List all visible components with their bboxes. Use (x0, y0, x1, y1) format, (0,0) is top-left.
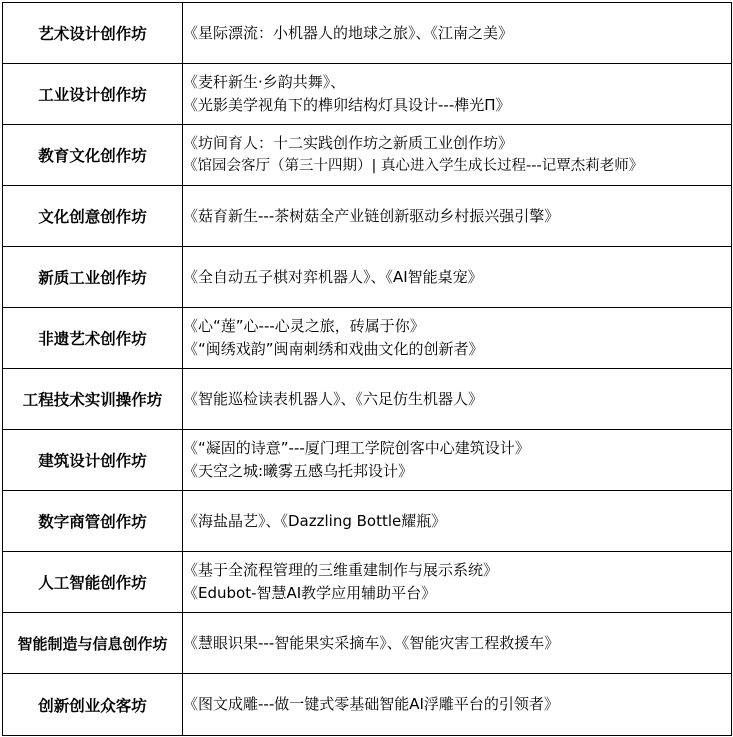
table-row (3, 491, 732, 552)
project-line: 《全自动五子棋对弈机器人》、《AI智能桌宠》 (183, 267, 483, 286)
workshop-name: 创新创业众客坊 (3, 674, 183, 736)
project-cell (183, 64, 732, 125)
project-cell (183, 308, 732, 369)
table-row (3, 613, 732, 674)
table-row (3, 369, 732, 430)
project-line: 《光影美学视角下的榫卯结构灯具设计---榫光Π》 (183, 96, 511, 114)
project-line: 《海盐晶艺》、《Dazzling Bottle耀瓶》 (183, 511, 447, 530)
project-cell (183, 125, 732, 186)
project-line: 《馆园会客厅（第三十四期）| 真心进入学生成长过程---记覃杰莉老师》 (183, 158, 644, 174)
project-line: 《心“莲”心---心灵之旅，砖属于你》 (183, 317, 425, 335)
table-row (3, 247, 732, 308)
workshop-name: 智能制造与信息创作坊 (3, 613, 183, 674)
project-cell (183, 613, 732, 674)
project-cell (183, 369, 732, 430)
table-row (3, 64, 732, 125)
workshop-name: 文化创意创作坊 (3, 186, 183, 247)
workshop-projects-table (2, 2, 732, 736)
project-line: 《星际漂流：小机器人的地球之旅》、《江南之美》 (183, 23, 514, 42)
project-line: 《图文成雕---做一键式零基础智能AI浮雕平台的引领者》 (183, 695, 559, 713)
workshop-name: 新质工业创作坊 (3, 247, 183, 308)
workshop-name: 数字商管创作坊 (3, 491, 183, 552)
table-row (3, 186, 732, 247)
table-row (3, 3, 732, 64)
table-row (3, 430, 732, 491)
project-line: 《“闽绣戏韵”闽南刺绣和戏曲文化的创新者》 (183, 340, 484, 358)
workshop-name: 工程技术实训操作坊 (3, 369, 183, 430)
workshop-name: 非遗艺术创作坊 (3, 308, 183, 369)
workshop-name: 艺术设计创作坊 (3, 3, 183, 64)
project-cell (183, 3, 732, 64)
project-line: 《麦秆新生·乡韵共舞》、 (183, 73, 346, 91)
project-line: 《智能巡检读表机器人》、《六足仿生机器人》 (183, 389, 484, 408)
project-line: 《菇育新生---茶树菇全产业链创新驱动乡村振兴强引擎》 (183, 206, 560, 225)
table-row (3, 125, 732, 186)
project-line: 《Edubot-智慧AI教学应用辅助平台》 (183, 584, 437, 602)
workshop-name: 建筑设计创作坊 (3, 430, 183, 491)
table-body (3, 3, 732, 736)
table-row (3, 674, 732, 736)
project-cell (183, 430, 732, 491)
project-cell (183, 491, 732, 552)
table-row (3, 308, 732, 369)
project-cell (183, 247, 732, 308)
project-line: 《坊间育人：十二实践创作坊之新质工业创作坊》 (183, 134, 514, 152)
project-cell (183, 186, 732, 247)
table-row (3, 552, 732, 613)
workshop-name: 工业设计创作坊 (3, 64, 183, 125)
project-line: 《“凝固的诗意”---厦门理工学院创客中心建筑设计》 (183, 439, 530, 457)
project-line: 《基于全流程管理的三维重建制作与展示系统》 (183, 561, 499, 579)
workshop-name: 人工智能创作坊 (3, 552, 183, 613)
project-line: 《天空之城:曦雾五感乌托邦设计》 (183, 462, 414, 480)
project-line: 《慧眼识果---智能果实采摘车》、《智能灾害工程救援车》 (183, 633, 560, 652)
workshop-name: 教育文化创作坊 (3, 125, 183, 186)
project-cell (183, 674, 732, 736)
project-cell (183, 552, 732, 613)
